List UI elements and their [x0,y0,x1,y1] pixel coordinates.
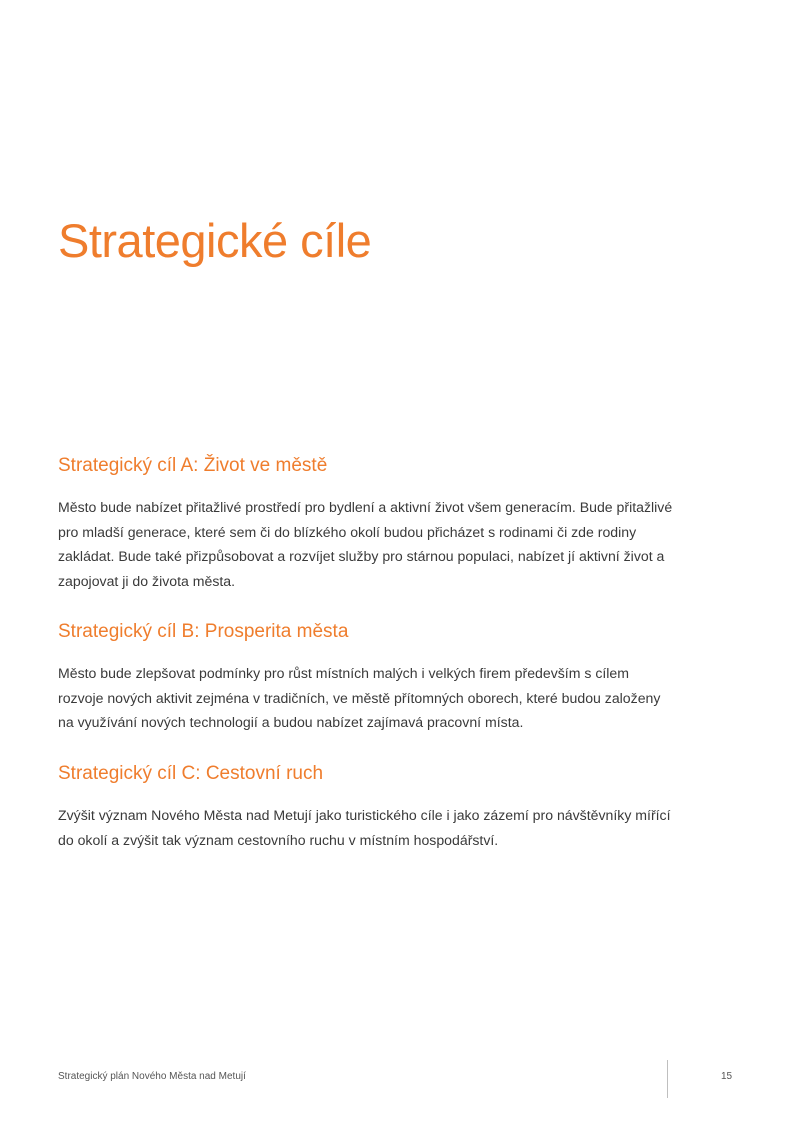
strategic-goal-a-heading: Strategický cíl A: Život ve městě [58,455,328,476]
strategic-goal-c-text: Zvýšit význam Nového Města nad Metují jako turistického cíle i jako zázemí pro návštěvníky mířící do okolí a zvýšit tak význam cestovního ruchu v místním hospodářství. [58,807,671,848]
strategic-goal-c [58,761,673,852]
footer-divider [667,1060,668,1098]
strategic-goal-b-heading: Strategický cíl B: Prosperita města [58,621,349,642]
footer-document-title: Strategický plán Nového Města nad Metují [58,1071,246,1082]
strategic-goal-a-text: Město bude nabízet přitažlivé prostředí pro bydlení a aktivní život všem generacím. Bude přitažlivé pro mladší generace, které sem či do blízkého okolí budou přicházet s rodinami či zde rodiny zakládat. Bude také přizpůsobovat a rozvíjet služby pro stárnou populaci, nabízet jí aktivní život a zapojovat ji do života města. [58,499,673,589]
strategic-goal-b-text: Město bude zlepšovat podmínky pro růst místních malých i velkých firem především s cílem rozvoje nových aktivit zejména v tradičních, ve městě přítomných oborech, které budou založeny na využívání nových technologií a budou nabízet zajímavá pracovní místa. [58,665,661,730]
strategic-goal-b [58,619,673,735]
strategic-goal-a [58,453,673,593]
page-title: Strategické cíle [58,214,372,267]
page-number: 15 [721,1071,733,1082]
strategic-goal-c-heading: Strategický cíl C: Cestovní ruch [58,763,324,784]
